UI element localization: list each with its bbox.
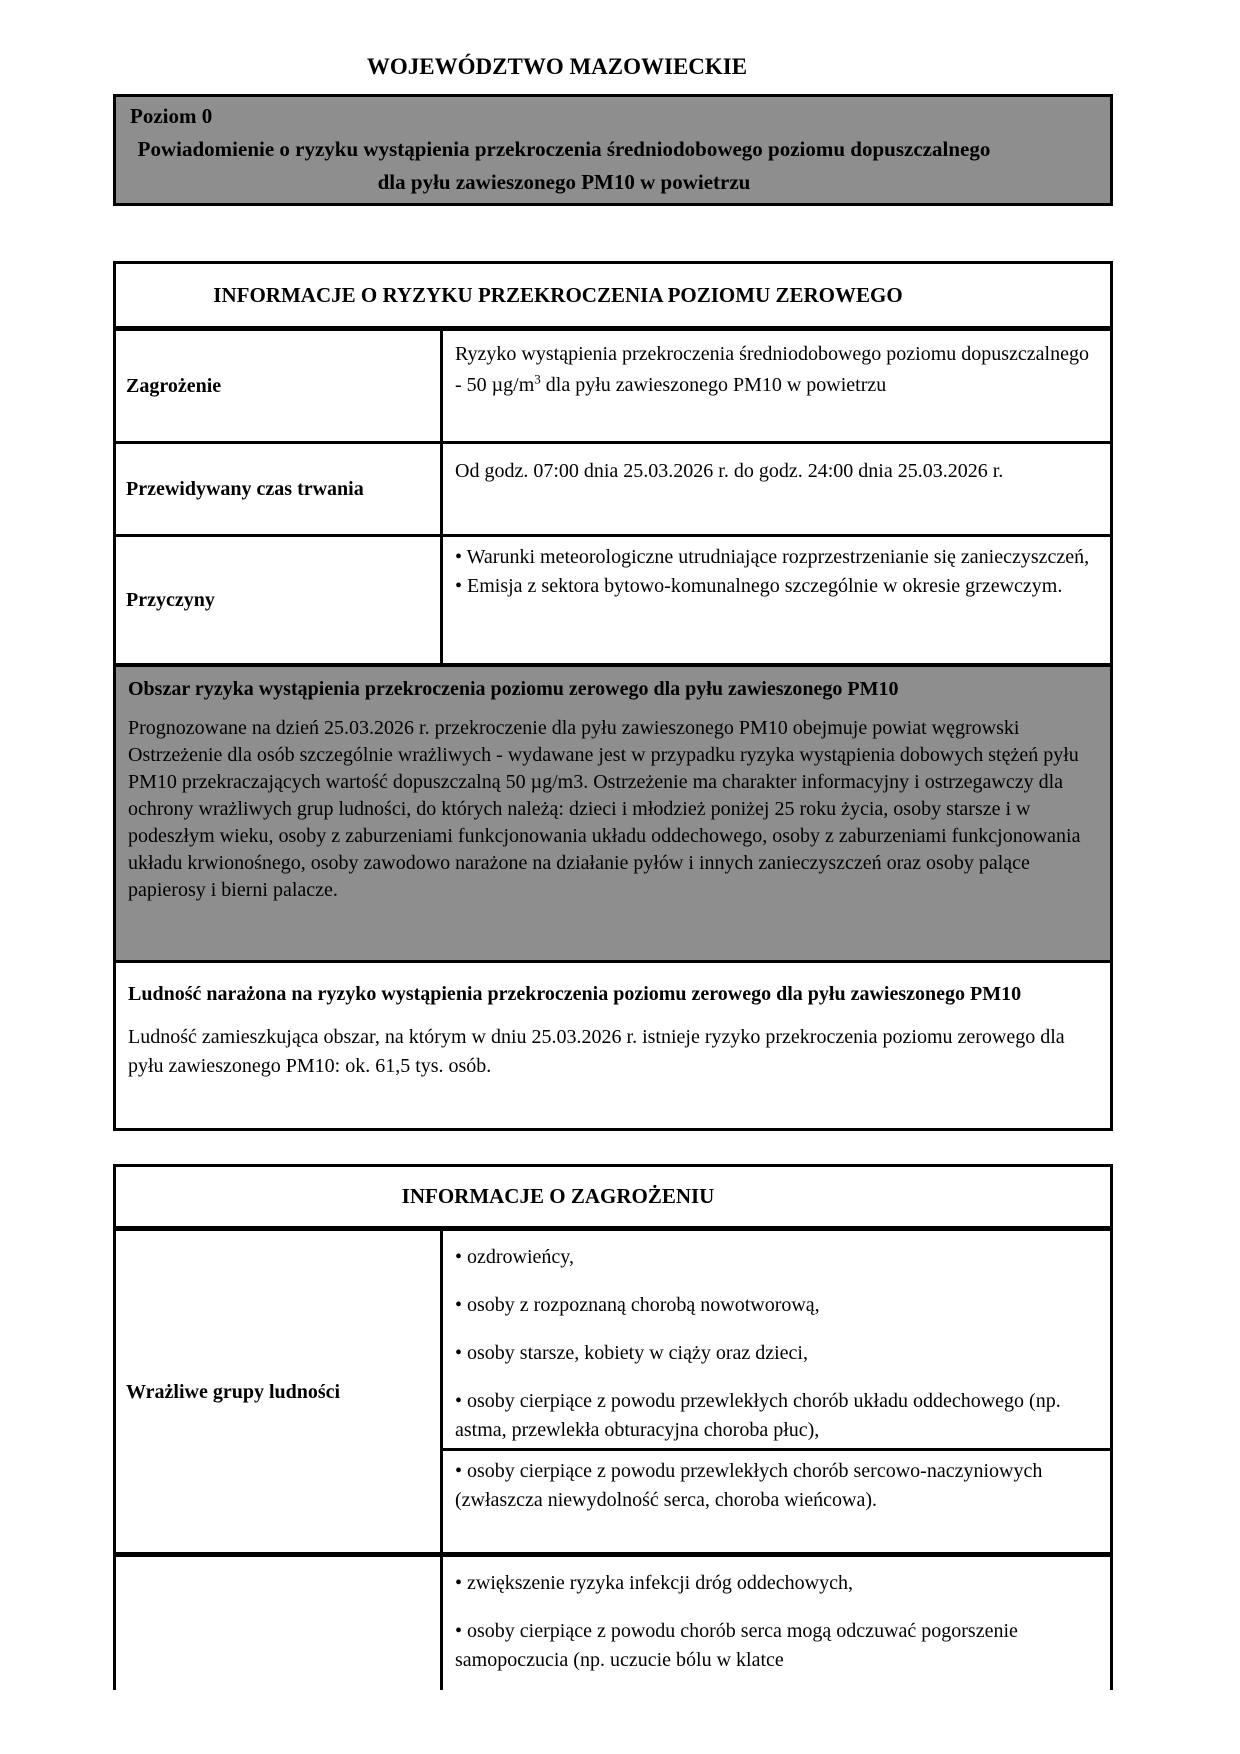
document-content [113,0,1113,1690]
alert-level: Poziom 0 [130,104,213,128]
zagrozenie-value [443,331,1110,441]
przyczyny-bullet: • Warunki meteorologiczne utrudniające rozprzestrzenianie się zanieczyszczeń, [455,546,1090,568]
hazard-table-groups-rows [116,1231,1110,1552]
groups-bullet: • osoby cierpiące z powodu przewlekłych chorób układu oddechowego (np. astma, przewlekła obturacyjna choroba płuc), [455,1390,1061,1441]
groups-bullet: • ozdrowieńcy, [455,1246,574,1268]
groups-bullet: • osoby z rozpoznaną chorobą nowotworową, [455,1294,820,1316]
effects-bullet: • zwiększenie ryzyka infekcji dróg oddechowych, [455,1572,853,1594]
groups-label: Wrażliwe grupy ludności [116,1231,443,1552]
ludnosc-heading: Ludność narażona na ryzyko wystąpienia przekroczenia poziomu zerowego dla pyłu zawieszonego PM10 [128,983,1022,1005]
czas-value: Od godz. 07:00 dnia 25.03.2026 r. do godz. 24:00 dnia 25.03.2026 r. [455,460,1004,482]
effects-label-empty [116,1557,443,1690]
zagrozenie-value-text: Ryzyko wystąpienia przekroczenia średniodobowego poziomu dopuszczalnego - 50 µg/m [455,343,1089,396]
ludnosc-body: Ludność zamieszkująca obszar, na którym w dniu 25.03.2026 r. istnieje ryzyko przekroczenia poziomu zerowego dla pyłu zawieszonego PM10: ok. 61,5 tys. osób. [128,1026,1065,1077]
obszar-section [116,667,1110,963]
effects-bullet: • osoby cierpiące z powodu chorób serca mogą odczuwać pogorszenie samopoczucia (np. uczucie bólu w klatce [455,1620,1018,1671]
table-row-przyczyny [116,537,1110,667]
hazard-table [113,1164,1113,1690]
zagrozenie-superscript: 3 [534,371,541,387]
groups-bullet: • osoby cierpiące z powodu przewlekłych chorób sercowo-naczyniowych (zwłaszcza niewydolność serca, choroba wieńcowa). [455,1460,1043,1511]
alert-title: Powiadomienie o ryzyku wystąpienia przekroczenia średniodobowego poziomu dopuszczalnego dla pyłu zawieszonego PM10 w powietrzu [137,137,991,194]
risk-table [113,261,1113,1131]
effects-cell [443,1557,1110,1690]
document-title: WOJEWÓDZTWO MAZOWIECKIE [366,54,748,79]
groups-bullet: • osoby starsze, kobiety w ciąży oraz dzieci, [455,1342,808,1364]
ludnosc-section [116,963,1110,1128]
obszar-body: Prognozowane na dzień 25.03.2026 r. przekroczenie dla pyłu zawieszonego PM10 obejmuje powiat węgrowski Ostrzeżenie dla osób szczególnie wrażliwych - wydawane jest w przypadku ryzyka wystąpienia dobowych stężeń pyłu PM10 przekraczających wartość dopuszczalną 50 µg/m3. Ostrzeżenie ma charakter informacyjny i ostrzegawczy dla ochrony wrażliwych grup ludności, do których należą: dzieci i młodzież poniżej 25 roku życia, osoby starsze i w podeszłym wieku, osoby z zaburzeniami funkcjonowania układu oddechowego, osoby z zaburzeniami funkcjonowania układu krwionośnego, osoby zawodowo narażone na działanie pyłów i innych zanieczyszczeń oraz osoby palące papierosy i bierni palacze. [128,717,1081,901]
table-row-zagrozenie [116,331,1110,444]
przyczyny-value [443,537,1110,663]
obszar-heading: Obszar ryzyka wystąpienia przekroczenia poziomu zerowego dla pyłu zawieszonego PM10 [128,678,899,700]
risk-table-header: INFORMACJE O RYZYKU PRZEKROCZENIA POZIOMU ZEROWEGO [116,264,1110,331]
table-row-czas [116,444,1110,537]
groups-cell-lower [443,1451,1110,1552]
hazard-table-effects-row [116,1552,1110,1690]
hazard-table-header: INFORMACJE O ZAGROŻENIU [116,1167,1110,1231]
czas-label: Przewidywany czas trwania [116,444,443,534]
przyczyny-bullet: • Emisja z sektora bytowo-komunalnego szczególnie w okresie grzewczym. [455,575,1063,597]
przyczyny-label: Przyczyny [116,537,443,663]
alert-banner [113,94,1113,206]
zagrozenie-label: Zagrożenie [116,331,443,441]
zagrozenie-value-text-cont: dla pyłu zawieszonego PM10 w powietrzu [540,374,887,396]
groups-cell-upper [443,1231,1110,1451]
